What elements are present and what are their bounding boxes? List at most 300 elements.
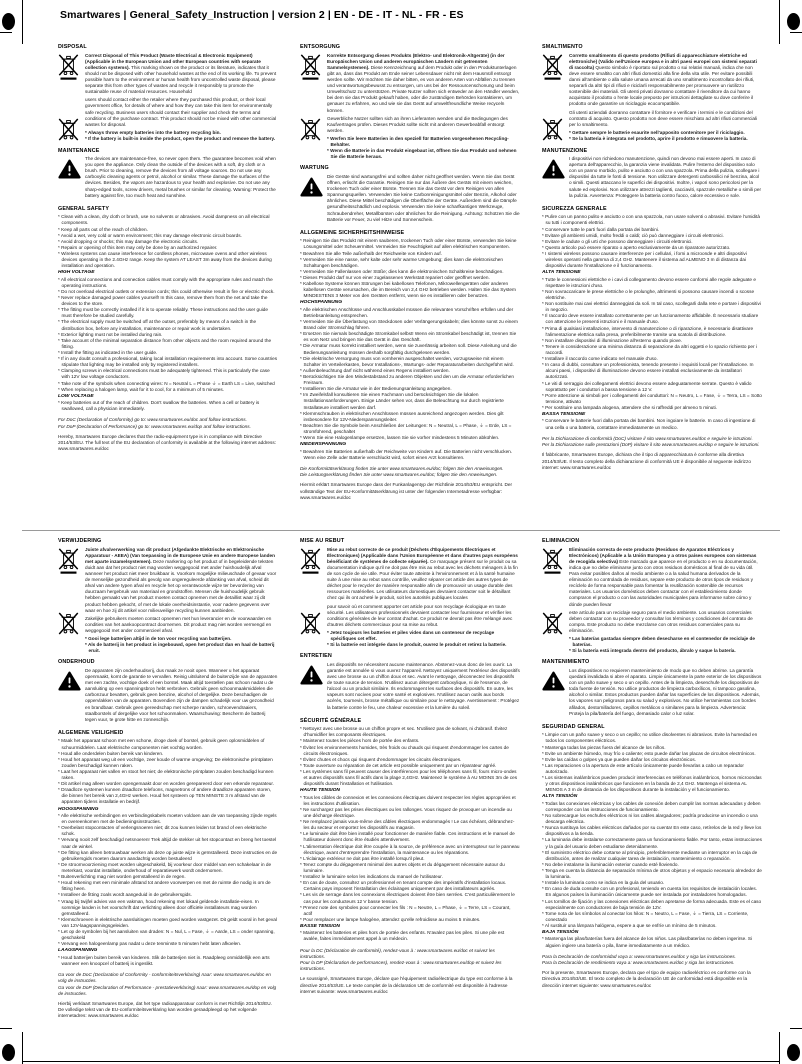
- disposal-heading: ELIMINACIÓN: [542, 538, 580, 544]
- high-voltage-bullet: * Pour remplacer une lampe halogène, attendez qu'elle refroidisse au moins 5 minutes.: [300, 916, 481, 922]
- general-safety-bullet: * Evitare gli ambienti umidi, molto freddi o caldi; ciò può danneggiare i circuiti elettronici.: [542, 232, 724, 238]
- maintenance-text: [569, 668, 762, 719]
- high-voltage-list: [542, 277, 762, 411]
- general-safety-bullet: * Dieses Produkt darf nur von einer zugelassenen Werkstatt repariert oder geöffnet werden.: [300, 274, 490, 280]
- maintenance-heading: MANUTENZIONE: [542, 147, 588, 154]
- high-voltage-bullet: * La luminaria debe instalarse correctamente para un funcionamiento fiable. Por tanto, estas instrucciones y la guía del usuario deben estudiarse detenidamente.: [542, 837, 762, 849]
- general-safety-bullet: * Evite un ambiente húmedo, muy frío o caliente; esto puede dañar las placas de circuitos electrónicos.: [542, 750, 756, 756]
- general-safety-bullet: * Évitez les environnements humides, très froids ou chauds qui risquent d'endommager les cartes de circuits électroniques.: [300, 744, 509, 756]
- general-safety-bullet: * Clean with a clean, dry cloth or brush, use no solvents or abrasives. Avoid dampness on all electrical components.: [58, 214, 270, 226]
- maintenance-body: Die Geräte sind wartungsfrei und sollten daher nicht geöffnet werden. Wenn Sie das Gerät öffnen, erlischt die Garantie. Reinigen Sie nur das Äußere des Geräts mit einem weichen, trockenen Tuch oder einer Bürste. Trennen Sie das Gerät vor dem Reinigen von allen Spannungsquellen. Verwenden Sie keine Carbonreinigungsmittel oder Benzin, Alkohol oder ähnliches. Diese Mittel beschädigen die Oberfläche der Geräte. Außerdem sind die Dämpfe gesundheitsschädlich und explosiv. Verwenden Sie keine scharfkantigen Werkzeuge, Schraubendreher, Metallbürsten oder ähnliches für die Reinigung. Achtung: Schützen Sie die Batterie vor Feuer, zu viel Hitze und Sonnenschein.: [327, 173, 520, 222]
- high-voltage-list: [542, 801, 762, 929]
- declaration-line: Per la Dichiarazione di conformità (DoC) visitare il sito www.smartwares.eu/doc e seguire le istruzioni.: [542, 435, 753, 441]
- high-voltage-bullet: * Porre attenzione ai simboli per i collegamenti dei conduttori: N = Neutro, L = Fase, ⏚ = Terra, LS = Sotto tensione, attivato: [542, 392, 762, 404]
- high-voltage-bullet: * Installez le luminaire selon les indications du manuel de l'utilisateur.: [300, 874, 443, 880]
- maintenance-block: [300, 174, 520, 225]
- warning-triangle-icon: [542, 671, 565, 691]
- registration-mark-icon: [787, 13, 800, 30]
- declaration-links: [300, 948, 520, 973]
- disposal-bullet: * If the battery is built-in inside the product, open the product and remove the battery.: [85, 135, 276, 141]
- disposal-body-1: Deze markering op het product of in begeleidende teksten duidt aan dat het product niet mag worden weggegooid met ander huishoudelijk afval wanneer het product niet meer bruikbaar is. Voorkom mogelijke milieuschade of gevaar voor de menselijke gezondheid als gevolg van ongereguleerde afdanking van afval, scheid dit afval van andere typen afval en recycle het op verantwoorde wijze ter bevordering van duurzaam hergebruik van materiaal en grondstoffen. Mensen die huishoudelijk gebruik hebben gemaakt van het product moeten contact opnemen met de detaillist waar zij dit product hebben gekocht, of met de lokale overheidsinstantie, voor nadere gegevens over waar en hoe zij dit artikel voor milieuveilige recycling kunnen aanbieden.: [85, 558, 277, 613]
- disposal-bullet-list: [85, 130, 278, 142]
- general-safety-bullet: * Vermeiden Sie eine nasse, sehr kalte oder sehr warme Umgebung; dies kann die elektronischen Schaltungen beschädigen.: [300, 256, 503, 268]
- general-safety-list: [542, 732, 762, 793]
- disposal-body-1: Este marcado que aparece en el producto o en su documentación, indica que no debe eliminarse junto con otros residuos domésticos al final de su vida útil. Para evitar posibles daños al medio ambiente o a la salud humana derivados de la eliminación no controlada de residuos, separe este producto de otros tipos de residuos y recíclelo de forma responsable para fomentar la reutilización sostenible de recursos materiales. Los usuarios domésticos deben contactar con el establecimiento donde compraron el producto o con las autoridades municipales para informarse sobre cómo y dónde pueden llevar: [569, 558, 758, 607]
- high-voltage-bullet: * L'alimentation électrique doit être coupée à la source, de préférence avec un interrupteur sur le panneau électrique, avant d'entreprendre l'installation, la maintenance ou les réparations.: [300, 843, 520, 855]
- high-voltage-bullet: * If in any doubt consult a professional, taking local installation requirements into account. Some countries stipulate that lighting may be installed only by registered installers.: [58, 356, 278, 368]
- declaration-line: Para la Declaración de rendimiento vaya a: www.smartwares.eu/doc y siga las instrucciones.: [542, 960, 735, 966]
- high-voltage-bullet: * Berücksichtigen Sie den Mindestabstand zu anderen Objekten und den um die Armatur erforderlichen Freiraum.: [300, 373, 514, 386]
- crop-mark: [790, 32, 802, 33]
- maintenance-heading: ENTRETIEN: [300, 653, 332, 660]
- low-voltage-heading: LOW VOLTAGE: [58, 393, 94, 399]
- maintenance-text: [85, 668, 278, 725]
- weee-crossed-bin-icon: [542, 610, 563, 637]
- maintenance-icon-column: [542, 156, 569, 201]
- disposal-bullet: * Si la batería está integrada dentro del producto, ábralo y saque la batería.: [569, 648, 736, 654]
- language-section: [300, 538, 528, 1019]
- disposal-paragraph: [327, 547, 520, 602]
- general-safety-bullet: * Évitez chutes et chocs qui risquent d'endommager les circuits électroniques.: [300, 756, 462, 762]
- disposal-heading: MISE AU REBUT: [300, 538, 345, 544]
- high-voltage-list: [300, 307, 520, 441]
- disposal-icon-column: [542, 53, 569, 143]
- maintenance-icon-column: [300, 662, 327, 713]
- high-voltage-bullet: * Non installare dispositivi di illuminazione all'esterno quando piove.: [542, 337, 683, 343]
- general-safety-bullet: * Las reparaciones o la apertura de este artículo únicamente puede llevarlas a cabo un reparador autorizado.: [542, 762, 744, 774]
- declaration-line: Para la Declaración de conformidad vaya a: www.smartwares.eu/doc y siga las instrucciones.: [542, 953, 736, 959]
- high-voltage-heading: HOCHSPANNUNG: [300, 300, 343, 306]
- declaration-line: For DoP (Declaration of Performance) go to: www.smartwares.eu/dop and follow instructions.: [58, 423, 251, 429]
- general-safety-heading: SEGURIDAD GENERAL: [542, 723, 605, 730]
- general-safety-heading: GENERAL SAFETY: [58, 205, 110, 212]
- high-voltage-bullet: * El suministro eléctrico debe cortarse al principio, preferiblemente mediante un interruptor en la caja de distribución, antes de realizar cualquier tarea de instalación, mantenimiento o reparación.: [542, 849, 758, 861]
- warning-triangle-icon: [300, 177, 323, 197]
- high-voltage-bullet: * Non sovraccaricare le prese elettriche o le prolunghe, altrimenti si possono causare incendi o scosse elettriche.: [542, 288, 755, 300]
- maintenance-text: [327, 174, 520, 225]
- high-voltage-bullet: * Non sostituire mai cavi elettrici danneggiati da soli. In tal caso, scollegarli dalla rete e portare i dispositivi in negozio.: [542, 301, 761, 313]
- compliance-statement: Le soussigné, Smartwares Europe, déclare que l'équipement radioélectrique du type est conforme à la directive 2014/53/UE. Le texte complet de la déclaration UE de conformité est disponible à l'adresse internet suivante: www.smartwares.eu/doc: [300, 976, 513, 994]
- high-voltage-bullet: * Installeer de fitting zoals wordt aangeduid in de gebruikersgids.: [58, 892, 192, 898]
- high-voltage-bullet: * Im Zweifelsfall konsultieren Sie einen Fachmann und berücksichtigen Sie die lokalen Installationsanforderungen. Einige Länder sehen vor, dass die Beleuchtung nur durch registrierte Installateure installiert werden darf.: [300, 392, 504, 410]
- high-voltage-bullet: * Vermeiden Sie die Überlastung von Steckdosen oder Verlängerungskabeln; dies könnte sonst zu einem Brand oder Stromschlag führen.: [300, 318, 518, 331]
- high-voltage-bullet: * Prima di qualsiasi installazione, intervento di manutenzione o di riparazione, è necessario disattivare l'alimentazione elettrica sulla presa, preferibilmente tramite una scatola di distribuzione.: [542, 325, 754, 337]
- high-voltage-bullet: * Tenga en cuenta la distancia de separación mínima de otros objetos y el espacio necesario alrededor de la luminaria.: [542, 867, 762, 880]
- compliance-statement: Il fabbricante, Smartwares Europe, dichiara che il tipo di apparecchiatura è conforme alla direttiva 2014/53/UE. Il testo completo della dichiarazione di conformità UE è disponibile al seguente indirizzo internet: www.smartwares.eu/doc: [542, 452, 751, 470]
- general-safety-bullet: * Les systèmes sans fil peuvent causer des interférences pour les téléphones sans fil, fours micro-ondes et autres dispositifs sans fil actifs dans la plage 2,4GHz. Maintenez le système à AU MOINS 3m de ces dispositifs durant l'installation et l'utilisation.: [300, 768, 518, 787]
- crop-mark: [779, 0, 780, 44]
- general-safety-list: [542, 214, 762, 269]
- disposal-bullet-list: [569, 130, 762, 142]
- disposal-bullet: * Se la batteria è integrata nel prodotto, aprire il prodotto e rimuovere la batteria.: [569, 135, 748, 141]
- low-voltage-bullet: * Keep batteries out of the reach of children. Don't swallow the batteries. When a cell or battery is swallowed, call a physician immediately.: [58, 400, 260, 412]
- high-voltage-bullet: * The fitting must be correctly installed if it is to operate reliably. These instructions and the user guide must therefore be studied carefully.: [58, 307, 269, 319]
- low-voltage-bullet: * Houd batterijen buiten bereik van kinderen. Slik de batterijen niet in. Raadpleeg onmiddellijk een arts wanneer een knoopcel of batterij is ingeslikt.: [58, 954, 270, 966]
- weee-crossed-bin-bar-icon: [300, 53, 321, 80]
- general-safety-list: [300, 238, 520, 299]
- low-voltage-list: [300, 930, 520, 942]
- disposal-bullet: * Jetez toujours les batteries et piles vides dans un conteneur de recyclage spécifiques cet effet.: [327, 629, 495, 642]
- maintenance-body: Los dispositivos no requieren mantenimiento de modo que no deben abrirse. La garantía quedará invalidada si abre el aparato. Limpie únicamente la parte exterior de los dispositivos con un paño suave y seco o un cepillo. Antes de la limpieza, desenchufe los dispositivos de toda fuente de tensión. No utilice productos de limpieza carboxílicos, ni tampoco gasolina, alcohol o similar. Estos productos pueden dañar las superficies de los dispositivos. Además, los vapores son peligrosos para su salud y explosivos. No utilice herramientas con bordes afilados, destornilladores, cepillos metálicos o similares para la limpieza. Advertencia: Proteja la pila/batería del fuego, demasiado calor o luz solar.: [569, 667, 762, 716]
- weee-crossed-bin-icon: [58, 610, 79, 637]
- warning-triangle-icon: [300, 665, 323, 685]
- high-voltage-heading: HAUTE TENSION: [300, 788, 340, 794]
- disposal-text: [327, 53, 520, 161]
- general-safety-bullet: * Conservare tutte le parti fuori dalla portata dei bambini.: [542, 226, 660, 232]
- disposal-intro: Eliminación correcta de este producto (Residuos de Aparatos Eléctricos y Electrónicos) (Aplicable a la Unión Europea y a otros países europeos con sistemas de recogida selectiva): [569, 546, 757, 564]
- high-voltage-bullet: * Beachten Sie die Symbole beim Anschließen der Leitungen: N = Neutral, L = Phase, ⏚ = Erde, LS = stromführend, geschaltet: [300, 422, 512, 434]
- high-voltage-bullet: * Take account of the minimal separation distance from other objects and the room required around the fitting.: [58, 337, 272, 349]
- high-voltage-bullet: * Exterior lighting must not be installed during rain.: [58, 331, 163, 337]
- general-safety-bullet: * Kabellose Systeme können Störungen bei kabellosen Telefonen, Mikrowellengeräten oder anderen kabellosen Geräte verursachen, die im Bereich von 2,4 GHz betrieben werden. Halten Sie das System MINDESTENS 3 Meter von den Geräten entfernt, wenn sie es installieren oder benutzen.: [300, 281, 516, 299]
- general-safety-bullet: * Evite las caídas o golpes ya que pueden dañar los circuitos electrónicos.: [542, 756, 696, 762]
- declaration-line: Ga voor de DoP (Declaration of Performance - prestatieverklaring) naar: www.smartwares.eu/dop en volg de instructies.: [58, 984, 277, 996]
- weee-crossed-bin-icon: [300, 610, 321, 637]
- disposal-paragraph: [85, 53, 278, 96]
- disposal-bullet: * Always throw empty batteries into the battery recycling bin.: [85, 129, 221, 135]
- general-safety-list: [300, 726, 520, 787]
- high-voltage-bullet: * Houd rekening met een minimale afstand tot andere voorwerpen en met de ruimte die nodig is om de fitting heen.: [58, 880, 271, 892]
- low-voltage-heading: NIEDERSPANNUNG: [300, 442, 347, 448]
- maintenance-icon-column: [300, 174, 327, 225]
- disposal-bullet: * Wenn die Batterie in das Produkt eingebaut ist, öffnen Sie das Produkt und nehmen Sie die Batterie heraus.: [327, 148, 517, 160]
- disposal-bullet: * Als de batterij in het product is ingebouwd, open het product dan en haal de batterij eruit.: [85, 642, 275, 654]
- high-voltage-bullet: * Die elektrische Versorgung muss von vornherein ausgeschaltet werden, vorzugsweise mit einem Schalter im Verteilerkasten, bevor Installations-, Wartungs- oder Reparaturarbeiten durchgeführt wird.: [300, 355, 514, 367]
- disposal-body-2: pour savoir où et comment apporter cet article pour son recyclage écologique en toute sécurité. Les utilisateurs professionnels devraient contacter leur fournisseur et vérifier les conditions générales de leur contrat d'achat. Ce produit ne devrait pas être mélangé avec d'autres déchets commerciaux pour sa mise au rebut.: [327, 603, 513, 627]
- maintenance-text: [85, 156, 278, 201]
- maintenance-block: [58, 156, 278, 201]
- disposal-bullet-list: [85, 636, 278, 654]
- disposal-block: [300, 53, 520, 161]
- declaration-line: For DoC (Declaration of Conformity) go to: www.smartwares.eu/doc and follow instructions.: [58, 417, 247, 423]
- maintenance-icon-column: [58, 156, 85, 201]
- high-voltage-bullet: * Take note of the symbols when connecting wires: N = Neutral L = Phase ⏚ = Earth LS = Live, switched: [58, 380, 275, 386]
- disposal-text: [85, 547, 278, 655]
- general-safety-list: [58, 214, 278, 269]
- disposal-block: [542, 53, 762, 143]
- page-bottom-rule: [22, 1061, 780, 1062]
- high-voltage-bullet: * Tenez compte du dégagement minimal des autres objets et du dégagement nécessaire autour du luminaire.: [300, 861, 505, 873]
- declaration-links: [58, 972, 278, 997]
- crop-mark: [22, 1032, 23, 1064]
- disposal-heading: VERWIJDERING: [58, 538, 102, 544]
- weee-crossed-bin-bar-icon: [542, 547, 563, 574]
- disposal-bullet: * Si la batterie est intégrée dans le produit, ouvrez le produit et retirez la batterie.: [327, 642, 507, 648]
- disposal-intro: Correct Disposal of This Product (Waste Electrical & Electronic Equipment) (Applicable in the European Union and other European countries with separate collection systems).: [85, 52, 261, 70]
- high-voltage-bullet: * In caso di dubbi, consultare un professionista, tenendo presente i requisiti locali per l'installazione. In alcuni paesi, i dispositivi di illuminazione devono essere installati esclusivamente da installatori autorizzati.: [542, 362, 754, 380]
- disposal-icon-column: [58, 53, 85, 143]
- high-voltage-bullet: * Per sostituire una lampada alogena, attendere che si raffreddi per almeno 5 minuti.: [542, 404, 718, 410]
- high-voltage-list: [58, 277, 278, 393]
- high-voltage-bullet: * Tous les câbles de connexion et les connexions électriques doivent respecter les règles appropriées et les instructions d'utilisation.: [300, 794, 516, 806]
- high-voltage-bullet: * Tenere in considerazione una minima distanza di separazione da altri oggetti e lo spazio richiesto per i raccordi.: [542, 343, 757, 355]
- general-safety-heading: ALGEMENE VEILIGHEID: [58, 729, 124, 736]
- general-safety-bullet: * Draadloze systemen kunnen draadloze telefoons, magnetrons of andere draadloze apparaten storen, die binnen het bereik van 2,4GHz werken. Houd het systeem op TEN MINSTE 3 m afstand van de apparaten tijdens installatie en bedrijf.: [58, 787, 272, 805]
- registration-mark-icon: [2, 1044, 15, 1061]
- high-voltage-bullet: * Il raccordo deve essere installato correttamente per un funzionamento affidabile. È necessario studiare con attenzione le presenti istruzioni e il manuale d'uso.: [542, 313, 759, 325]
- weee-crossed-bin-bar-icon: [542, 53, 563, 80]
- low-voltage-list: [542, 936, 762, 948]
- crop-mark: [779, 1032, 780, 1064]
- high-voltage-bullet: * Wenn Sie eine Halogenlampe ersetzen, lassen Sie sie vorher mindestens 5 Minuten abkühlen.: [300, 435, 500, 441]
- disposal-intro: Korrekte Entsorgung dieses Produkts (Elektro- und Elektronik-Altgeräte) (in der Europäischen Union und anderen europäischen Ländern mit getrennten Sammelsystemen).: [327, 52, 505, 70]
- high-voltage-bullet: * Instale la luminaria como se indica en la guía del usuario.: [542, 880, 665, 886]
- disposal-icon-column: [300, 53, 327, 161]
- disposal-bullet-list: [569, 636, 762, 654]
- language-section: [58, 44, 286, 530]
- maintenance-heading: ONDERHOUD: [58, 659, 95, 666]
- declaration-line: Pour la DP (Déclaration de performances), rendez-vous à : www.smartwares.eu/dop et suivez les instructions.: [300, 960, 502, 972]
- crop-mark: [0, 32, 12, 33]
- language-sections-grid: [58, 44, 770, 1019]
- maintenance-body: I dispositivi non richiedono manutenzione, quindi non devono mai essere aperti. In caso di apertura dell'apparecchio, la garanzia viene invalidata. Pulire l'esterno del dispositivo solo con un panno morbido, pulito e asciutto o con una spazzola. Prima della pulizia, scollegare i dispositivi da tutte le fonti di tensione. Non utilizzare detergenti carbossilici né benzina, alcol o simili. Questi attaccano le superfici dei dispositivi. Inoltre, i vapori sono pericolosi per la salute ed esplosivi. Non utilizzare attrezzi taglienti, cacciaviti, spazzole metalliche o simili per la pulizia. Avvertenza: Proteggere la batteria contro fuoco, calore eccessivo e sole.: [569, 156, 762, 198]
- weee-crossed-bin-icon: [58, 116, 79, 143]
- disposal-block: [300, 547, 520, 649]
- disposal-body-2: Zakelijke gebruikers moeten contact opnemen met hun leverancier en de voorwaarden en condities van het aankoopcontract doornemen. Dit product mag niet worden vermengd en weggegooid met ander commercieel afval.: [85, 615, 272, 633]
- maintenance-heading: MANTENIMIENTO: [542, 659, 590, 666]
- crop-mark: [790, 1028, 802, 1029]
- language-section: [58, 538, 286, 1019]
- high-voltage-bullet: * L'éclairage extérieur ne doit pas être installé lorsqu'il pleut.: [300, 855, 425, 861]
- registration-mark-icon: [2, 13, 15, 30]
- disposal-bullet: * Gettare sempre le batterie esaurite nell'apposito contenitore per il riciclaggio.: [569, 129, 745, 135]
- disposal-icon-column: [542, 547, 569, 655]
- maintenance-text: [569, 156, 762, 201]
- general-safety-bullet: * Maak het apparaat schoon met een schone, droge doek of borstel, gebruik geen oplosmiddelen of schuurmiddelen. Laat elektrische componenten niet vochtig worden.: [58, 738, 265, 750]
- maintenance-block: [58, 668, 278, 725]
- high-voltage-bullet: * Vervang een halogeenlamp pas nadat u deze tenminste 5 minuten hebt laten afkoelen.: [58, 941, 242, 947]
- high-voltage-bullet: * Tutte le connessioni elettriche e i cavi di collegamento devono essere conformi alle regole adeguate e rispettare le istruzioni d'uso.: [542, 276, 756, 288]
- warning-triangle-icon: [542, 159, 565, 179]
- weee-crossed-bin-bar-icon: [58, 547, 79, 574]
- disposal-block: [542, 547, 762, 655]
- compliance-statement: Hiermit erklärt Smartwares Europe dass der Funkanlagentyp der Richtlinie 2014/53/EU entspricht. Der vollständige Text der EU-Konformitätserklärung ist unter der folgenden Internetadresse verfügbar: www.smartwares.eu/doc: [300, 482, 513, 500]
- general-safety-heading: ALLGEMEINE SICHERHEITSHINWEISE: [300, 229, 405, 236]
- disposal-paragraph: [569, 547, 762, 608]
- low-voltage-heading: BAJA TENSIÓN: [542, 930, 579, 936]
- high-voltage-bullet: * The electrical supply must be switched off at the outset, preferably by means of a switch in the distribution box, before any installation, maintenance or repair work is undertaken.: [58, 319, 257, 331]
- high-voltage-bullet: * Klemschroeven in elektrische aansluitingen moeten goed worden vastgezet. Dit geldt vooral in het geval van 12V-laagspanningsgeleiden.: [58, 916, 277, 928]
- high-voltage-bullet: * Todas las conexiones eléctricas y los cables de conexión deben cumplir las normas adecuadas y deben corresponder con las instrucciones de funcionamiento.: [542, 800, 761, 812]
- general-safety-bullet: * Laat het apparaat niet vallen en stoot het niet; de elektronische printplaten zouden beschadigd kunnen raken.: [58, 768, 274, 781]
- disposal-paragraph: [327, 53, 520, 114]
- general-safety-bullet: * Pulire con un panno pulito e asciutto o con una spazzola, non usare solventi o abrasivi. Evitare l'umidità su tutti i componenti elettrici.: [542, 214, 760, 226]
- disposal-heading: SMALTIMENTO: [542, 44, 583, 50]
- declaration-links: [542, 436, 762, 449]
- high-voltage-bullet: * Install the fitting as indicated in the user guide.: [58, 349, 158, 355]
- low-voltage-list: [542, 418, 762, 430]
- high-voltage-bullet: * Do not overload electrical outlets or extension cords; this could otherwise result in fire or electric shock.: [58, 288, 275, 294]
- low-voltage-list: [58, 955, 278, 967]
- disposal-body-2: Gewerbliche Nutzer sollten sich an ihren Lieferanten wenden und die Bedingungen des Kaufvertrages prüfen. Dieses Produkt sollte nicht mit anderen Gewerbeabfall entsorgt werden.: [327, 115, 508, 133]
- general-safety-bullet: * Dit artikel mag alleen worden opengemaakt door en worden gerepareerd door een erkende reparateur.: [58, 781, 275, 787]
- maintenance-block: [542, 668, 762, 719]
- high-voltage-bullet: * Nunca sustituya los cables eléctricos dañados por su cuenta! En este caso, retírelos de la red y lleve los dispositivos a la tienda.: [542, 825, 762, 837]
- low-voltage-heading: BASSE TENSION: [300, 923, 340, 929]
- weee-crossed-bin-bar-icon: [58, 53, 79, 80]
- disposal-text: [327, 547, 520, 649]
- compliance-statement: Hierbij verklaart Smartwares Europe, dat het type radioapparatuur conform is met Richtlijn 2014/53/EU. De volledige tekst van de EU-conformiteitsverklaring kan worden geraadpleegd op het volgende internetadres: www.smartwares.eu/doc: [58, 1000, 272, 1019]
- compliance-statement: Por la presente, Smartwares Europe, declara que el tipo de equipo radioeléctrico es conforme con la Directiva 2014/53/UE. El texto completo de la declaración UE de conformidad está disponible en la dirección internet siguiente: www.smartwares.eu/doc: [542, 970, 751, 988]
- high-voltage-bullet: * Al sustituir una lámpara halógena, espere a que se enfríe un mínimo de 5 minutos.: [542, 922, 717, 928]
- disposal-body-1: Diese Kennzeichnung auf dem Produkt oder in den Produktunterlagen gibt an, dass das Produkt am Ende seiner Lebensdauer nicht mit dem Hausmüll entsorgt werden sollte. Wir möchten Sie daher bitten, es von anderen Arten von Abfällen zu trennen und verantwortungsbewusst zu entsorgen, um uns bei der Ressourcenschonung und beim Umweltschutz zu unterstützen. Private Nutzer sollten sich entweder an den Händler wenden, bei dem sie das Produkt gekauft haben, oder die zuständigen Behörden kontaktieren, um genauer zu erfahren, wo und wie sie das Gerät auf umweltfreundliche Weise recyceln können.: [327, 64, 520, 113]
- maintenance-icon-column: [58, 668, 85, 725]
- general-safety-bullet: * Limpie con un paño suave y seco o un cepillo; no utilice disolventes ni abrasivos. Evite la humedad en todos los componentes eléctricos.: [542, 732, 758, 744]
- disposal-block: [58, 53, 278, 143]
- general-safety-bullet: * I sistemi wireless possono causare interferenze per i cellulari, i forni a microonde e altri dispositivi wireless operanti nella gamma di 2,4 GHz. Mantenere il sistema ad ALMENO 3 m di distanza dai dispositivi durante l'installazione e il funzionamento.: [542, 250, 747, 269]
- high-voltage-bullet: * De stroomvoorziening moet worden uitgeschakeld, bij voorkeur door middel van een schakelaar in de meterkast, voordat installatie, onderhoud of reparatiewerk wordt ondernomen.: [58, 861, 272, 873]
- weee-crossed-bin-icon: [300, 116, 321, 143]
- high-voltage-bullet: * Alle elektrischen Anschlüsse und Anschlusskabel müssen die relevanten Vorschriften erfüllen und der Betriebsanleitung entsprechen.: [300, 306, 514, 318]
- high-voltage-bullet: * Vervang nooit zelf beschadigd netsnoeren! Trek altijd de stekker uit het stopcontact en breng het toestel naar de winkel.: [58, 837, 277, 849]
- language-section: [300, 44, 528, 530]
- disposal-text: [569, 547, 762, 655]
- disposal-paragraph: [85, 547, 278, 614]
- high-voltage-bullet: * Vraag bij twijfel advies van een vakman, houd rekening met lokaal geldende installatie-eisen. In sommige landen is het voorschrift dat verlichting alleen door officiële installateurs mag worden geïnstalleerd.: [58, 898, 259, 916]
- high-voltage-bullet: * Let op de symbolen bij het aansluiten van draden: N = Nul, L = Fase, ⏚ = Aarde, LS = onder spanning, geschakeld: [58, 929, 275, 941]
- disposal-body-2: este artículo para un reciclaje seguro para el medio ambiente. Los usuarios comerciales deben contactar con su proveedor y consultar los términos y condiciones del contrato de compra. Este producto no debe mezclarse con otros residuos comerciales para su eliminación.: [569, 609, 753, 633]
- general-safety-bullet: * Keep all parts out of the reach of children.: [58, 226, 148, 232]
- disposal-body-2: users should contact either the retailer where they purchased this product, or their local government office, for details of where and how they can take this item for environmentally safe recycling. Business users should contact their supplier and check the terms and conditions of the purchase contract. This product should not be mixed with other commercial wastes for disposal.: [85, 97, 277, 127]
- general-safety-bullet: * Questo articolo può essere riparato o aperto esclusivamente da un riparatore autorizzato.: [542, 244, 731, 250]
- high-voltage-bullet: * Clamping screws in electrical connections must be adequately tightened. This is particularly the case with 12V low voltage conductors.: [58, 368, 270, 380]
- disposal-intro: Corretto smaltimento di questo prodotto (Rifiuti di apparecchiature elettriche ed elettroniche) (Valido nell'Unione europea e in altri paesi europei con sistemi separati di raccolta): [569, 52, 757, 70]
- low-voltage-heading: LAAGSPANNING: [58, 948, 98, 954]
- general-safety-bullet: * Maintenez toutes les pièces hors de portée des enfants.: [300, 738, 420, 744]
- high-voltage-list: [300, 795, 520, 923]
- high-voltage-bullet: * No debe instalarse la iluminación exterior cuando esté lloviendo.: [542, 861, 679, 867]
- declaration-line: Die Konformitätserklärung finden Sie unter www.smartwares.eu/doc; folgen Sie den Anweisungen.: [300, 465, 504, 471]
- low-voltage-bullet: * Bewahren Sie Batterien außerhalb der Reichweite von Kindern auf. Die Batterien nicht verschlucken. Wenn eine Zelle oder Batterie verschluckt wird, sofort einen Arzt konsultieren.: [300, 448, 513, 460]
- general-safety-bullet: * Toute ouverture ou réparation de cet article est possible uniquement par un réparateur agréé.: [300, 762, 497, 768]
- disposal-bullet: * Werfen Sie leere Batterien in den speziell für Batterien vorgesehenen Recycling-Behälter.: [327, 135, 509, 148]
- disposal-icon-column: [58, 547, 85, 655]
- declaration-links: [542, 954, 762, 967]
- high-voltage-bullet: * En cas de doute, consultez un professionnel en tenant compte des impératifs d'installation locaux. Certains pays imposent l'installation des éclairages uniquement par des installateurs agréés.: [300, 880, 507, 892]
- high-voltage-bullet: * Klemmschrauben in elektrischen Anschlüssen müssen ausreichend angezogen werden. Dies gilt insbesondere für 12V-Niederspannungsleiter.: [300, 410, 504, 422]
- general-safety-bullet: * Repairs or opening of this item may only be done by an authorized repairer.: [58, 244, 218, 250]
- general-safety-bullet: * Bewahren Sie alle Teile außerhalb der Reichweite von Kindern auf.: [300, 250, 442, 256]
- general-safety-bullet: * Avoid dropping or shocks; this may damage the electronic circuits.: [58, 238, 199, 244]
- high-voltage-bullet: * Außenbeleuchtung darf nicht während eines Regens installiert werden.: [300, 367, 450, 373]
- maintenance-body: Les dispositifs ne nécessitent aucune maintenance. Abstenez-vous donc de les ouvrir. La garantie est annulée si vous ouvrez l'appareil. Nettoyez uniquement l'extérieur des dispositifs avec une brosse ou un chiffon doux et sec. Avant le nettoyage, déconnectez les dispositifs de toute source de tension. N'utilisez aucun détergent carboxylique, ni de l'essence, de l'alcool ou un produit similaire. Ils endommagent les surfaces des dispositifs. En outre, les vapeurs sont nocives pour votre santé et explosives. N'utilisez aucun outils aux bords acérés, tournevis, brosse métallique ou similaire pour le nettoyage. Avertissement : Protégez la batterie contre le feu, une chaleur excessive et la lumière du soleil.: [327, 661, 520, 710]
- warning-triangle-icon: [58, 671, 81, 691]
- warning-triangle-icon: [58, 159, 81, 179]
- general-safety-bullet: * Houd alle onderdelen buiten bereik van kinderen.: [58, 750, 164, 756]
- language-section: [542, 538, 770, 1019]
- general-safety-bullet: * Avoid a wet, very cold or warm environment; this may damage electronic circuit boards.: [58, 232, 242, 238]
- low-voltage-list: [300, 449, 520, 461]
- high-voltage-bullet: * Installieren Sie die Armatur wie in der Bedienungsanleitung angegeben.: [300, 386, 452, 392]
- disposal-intro: Mise au rebut correcte de ce produit (Déchets d'Équipements Électriques et Électroniques) (Applicable dans l'Union Européenne et dans d'autres pays européens bénéficiant de systèmes de collecte séparée).: [327, 546, 518, 564]
- maintenance-body: The devices are maintenance-free, so never open them. The guarantee becomes void when you open the appliance. Only clean the outside of the devices with a soft, dry cloth or a brush. Prior to cleaning, remove the devices from all voltage sources. Do not use any carboxylic cleaning agents or petrol, alcohol or similar. These damage the surfaces of the devices. Besides, the vapors are hazardous to your health and explosive. Do not use any sharp-edged tools, screw drivers, metal brushes or similar for cleaning. Warning: Protect the battery against fire, too much heat and sunshine.: [85, 156, 276, 198]
- high-voltage-bullet: * Prenez note des symboles pour connecter les fils : N = Neutre, L = Phase, ⏚ = Terre, LS = Courant, actif: [300, 904, 511, 916]
- compliance-statement: Hereby, Smartwares Europe declares that the radio-equipment type is in compliance with Directive 2014/53/EU. The full text of the EU declaration of conformity is available at the following internet address: www.smartwares.eu/doc: [58, 434, 277, 452]
- high-voltage-bullet: * Ersetzen Sie niemals beschädigte Stromkabel selbst! Wenn ein Stromkabel beschädigt ist, trennen Sie es vom Netz und bringen Sie das Gerät in das Geschäft.: [300, 331, 517, 343]
- high-voltage-bullet: * When replacing a halogen lamp, wait for it to cool, for a minimum of 5 minutes.: [58, 386, 224, 392]
- high-voltage-bullet: * Installare il raccordo come indicato nel manuale d'uso.: [542, 356, 658, 362]
- disposal-bullet: * Gooi lege batterijen altijd in de ton voor recycling van batterijen.: [85, 636, 232, 642]
- high-voltage-heading: ALTA TENSIÓN: [542, 794, 578, 800]
- high-voltage-bullet: * Le viti di serraggio dei collegamenti elettrici devono essere adeguatamente serrate. Questo è valido soprattutto per i conduttori a bassa tensione a 12 V.: [542, 380, 752, 392]
- maintenance-icon-column: [542, 668, 569, 719]
- general-safety-heading: SICUREZZA GENERALE: [542, 205, 607, 212]
- high-voltage-bullet: * Buitenverlichting mag niet worden geïnstalleerd in de regen.: [58, 874, 186, 880]
- high-voltage-heading: HOOGSPANNING: [58, 806, 99, 812]
- general-safety-bullet: * Houd het apparaat weg uit een vochtige, zeer koude of warme omgeving; De elektronische printplaten zouden beschadigd kunnen raken.: [58, 756, 273, 768]
- maintenance-heading: WARTUNG: [300, 165, 329, 172]
- maintenance-heading: MAINTENANCE: [58, 147, 100, 154]
- high-voltage-bullet: * De fitting kan alleen betrouwbaar werken als deze op juiste wijze is geïnstalleerd. Deze instructies en de gebruikersgids moeten daarom aandachtig worden bestudeerd: [58, 849, 278, 861]
- declaration-line: Die Leistungserklärung finden Sie unter www.smartwares.eu/doc; folgen Sie den Anweisungen.: [300, 472, 498, 478]
- high-voltage-heading: HIGH VOLTAGE: [58, 270, 95, 276]
- high-voltage-bullet: * Never replace damaged power cables yourself! In this case, remove them from the net and take the devices to the store.: [58, 295, 268, 307]
- disposal-block: [58, 547, 278, 655]
- disposal-icon-column: [300, 547, 327, 649]
- disposal-bullet-list: [327, 136, 520, 160]
- registration-mark-icon: [787, 1044, 800, 1061]
- declaration-links: [300, 466, 520, 479]
- general-safety-bullet: * Evitare le cadute o gli urti che possono danneggiare i circuiti elettronici.: [542, 238, 693, 244]
- general-safety-bullet: * Reinigen Sie das Produkt mit einem sauberen, trockenen Tuch oder einer Bürste, verwenden Sie keine Lösungsmittel oder Scheuermittel. Vermeiden Sie Feuchtigkeit auf allen elektrischen Komponenten.: [300, 238, 517, 250]
- disposal-body-1: Ce marquage présent sur le produit ou sa documentation indique qu'il ne doit pas être mis au rebut avec les déchets ménagers à la fin de son cycle de vie utile. Pour éviter toute atteinte à l'environnement et à la santé humaine suite à une mise au rebut sans contrôle, veuillez séparer cet article des autres types de déchet pour le recycler de manière responsable afin de promouvoir un usage durable des ressources matérielles. Les utilisateurs domestiques devraient contacter soit le détaillant chez qui ils ont acheté le produit, soit les autorités publiques locales: [327, 558, 518, 601]
- maintenance-body: De apparaten zijn onderhoudsvrij, dus maak ze nooit open. Wanneer u het apparaat openmaakt, komt de garantie te vervallen. Reinig uitsluitend de buitenzijde van de apparaten met een zachte, vochtige doek of een borstel. Maak altijd toestellen pas schoon nadat u de aansluiting op een spanningsbron hebt verbroken. Gebruik geen schoonmaakmiddelen die carbonzuur bevatten, gebruik geen benzine, alcohol of dergelijke. Deze beschadigen de oppervlakken van de apparaten. Bovendien zijn de dampen schadelijk voor uw gezondheid en brandbaar. Gebruik geen gereedschap met scherpe randen, schroevendraaiers, staalborstels of dergelijke voor het schoonmaken. Waarschuwing: Bescherm de batterij tegen vuur, te grote hitte en zonneschijn.: [85, 667, 278, 722]
- high-voltage-bullet: * Ne surchargez pas les prises électriques ou les rallonges. Vous risquez de provoquer un incendie ou une décharge électrique.: [300, 806, 512, 818]
- disposal-heading: ENTSORGUNG: [300, 44, 341, 50]
- high-voltage-heading: ALTA TENSIONE: [542, 270, 581, 276]
- disposal-heading: DISPOSAL: [58, 44, 87, 50]
- high-voltage-bullet: * All electrical connections and connection cables must comply with the appropriate rules and match the operating instructions.: [58, 276, 273, 288]
- disposal-body-1: Questo simbolo è riportato sul prodotto o sui relativi manuali, indica che non deve essere smaltito con altri rifiuti domestici alla fine della vita utile. Per evitare possibili danni all'ambiente o alla salute umana arrecati da uno smaltimento incontrollato dei rifiuti, separarli da altri tipi di rifiuti e riciclarli responsabilmente per promuovere un riutilizzo sostenibile dei materiali. Gli utenti privati dovranno contattare il rivenditore da cui hanno acquistato il prodotto o l'ente locale preposto per istruzioni dettagliate su dove conferire il prodotto onde garantire un riciclaggio ecocompatibile.: [569, 64, 755, 107]
- language-section: [542, 44, 770, 530]
- high-voltage-bullet: * Overbelast stopcontacten of verlengsnoeren niet; dit zou kunnen leiden tot brand of een elektrische schok.: [58, 825, 267, 837]
- disposal-bullet: * Las baterías gastadas siempre deben desecharse en el contenedor de reciclaje de baterías.: [569, 636, 756, 648]
- declaration-line: Per la Dichiarazione sulle prestazioni (DoP) visitare il sito www.smartwares.eu/dop e seguire le istruzioni.: [542, 442, 760, 448]
- high-voltage-bullet: * Tome nota de los símbolos al conectar los hilos: N = Neutro, L = Fase, ⏚ = Tierra, LS = Corriente, conectado: [542, 910, 749, 922]
- disposal-bullet-list: [327, 630, 520, 648]
- high-voltage-list: [58, 813, 278, 947]
- low-voltage-heading: BASSA TENSIONE: [542, 412, 586, 418]
- disposal-intro: Juiste afvalverwerking van dit product (Afgedankte Elektrische en Elektronische Apparatuur - AEEA) (Van toepassing in de Europese Unie en andere Europese landen met aparte inzamelsystemen).: [85, 546, 275, 564]
- declaration-links: [58, 417, 278, 430]
- disposal-body-2: Gli utenti aziendali dovranno contattare il fornitore e verificare i termini e le condizioni del contratto di acquisto. Questo prodotto non deve essere mischiato ad altri rifiuti commerciali per lo smaltimento.: [569, 109, 758, 127]
- high-voltage-bullet: * Alle elektrische verbindingen en verbindingskabels moeten voldoen aan de van toepassing zijnde regels en overeenkomen met de bedieningsinstructies.: [58, 812, 277, 825]
- general-safety-bullet: * Wireless systems can cause interference for cordless phones, microwave ovens and other wireless devices operating in the 2.4GHz range. Keep the system AT LEAST 3m away from the devices during installation and operation.: [58, 250, 272, 269]
- low-voltage-bullet: * Maintenez les batteries et piles hors de portée des enfants. N'avalez pas les piles. Si une pile est avalée, faites immédiatement appel à un médecin.: [300, 930, 505, 942]
- low-voltage-list: [58, 400, 278, 412]
- maintenance-text: [327, 662, 520, 713]
- high-voltage-bullet: * Les vis de serrage dans les connexions électriques doivent être bien serrées. C'est particulièrement le cas pour les conducteurs 12 V basse tension.: [300, 892, 515, 904]
- general-safety-bullet: * Los sistemas inalámbricos pueden producir interferencias en teléfonos inalámbricos, hornos microondas y otros dispositivos inalámbricos que funcionen en la banda de 2,4 GHz. Mantenga el sistema AL MENOS A 3 m de distancia de los dispositivos durante la instalación y el funcionamiento.: [542, 775, 762, 793]
- weee-crossed-bin-bar-icon: [300, 547, 321, 574]
- high-voltage-bullet: * En caso de duda consulte con un profesional, teniendo en cuenta los requisitos de instalación locales. En algunos países la iluminación únicamente puede ser instalada por instaladores homologados.: [542, 886, 757, 898]
- high-voltage-bullet: * No sobrecargue los enchufes eléctricos ni los cables alargadores; podría producirse un incendio o una descarga eléctrica.: [542, 812, 758, 825]
- general-safety-bullet: * Vermeiden Sie Fallenlassen oder Stöße; dies kann die elektronischen Schaltkreise beschädigen.: [300, 268, 504, 274]
- disposal-paragraph: [569, 53, 762, 108]
- document-title: Smartwares | General_Safety_Instruction | version 2 | EN - DE - IT - NL - FR - ES: [60, 9, 464, 21]
- maintenance-block: [542, 156, 762, 201]
- disposal-body-1: This marking shown on the product or its literature, indicates that it should not be disposed with other household wastes at the end of its working life. To prevent possible harm to the environment or human health from uncontrolled waste disposal, please separate this from other types of wastes and recycle it responsibly to promote the sustainable reuse of material resources. Household: [85, 64, 277, 95]
- general-safety-bullet: * Nettoyez avec une brosse ou un chiffon propre et sec. N'utilisez pas de solvant, ni d'abrasif. Évitez d'humidifier les composants électriques.: [300, 726, 508, 738]
- high-voltage-bullet: * Los tornillos de fijación y las conexiones eléctricas deben apretarse de forma adecuada. Este es el caso especialmente con conductores de baja tensión de 12V.: [542, 898, 762, 910]
- crop-mark: [0, 1028, 12, 1029]
- crop-mark: [22, 0, 23, 44]
- high-voltage-bullet: * Die Armatur muss korrekt installiert werden, wenn sie zuverlässig arbeiten soll. Diese Anleitung und die Bedienungsanleitung müssen deshalb sorgfältig durchgelesen werden.: [300, 343, 517, 355]
- general-safety-list: [58, 738, 278, 805]
- general-safety-heading: SÉCURITÉ GÉNÉRALE: [300, 717, 362, 724]
- disposal-text: [85, 53, 278, 143]
- disposal-text: [569, 53, 762, 143]
